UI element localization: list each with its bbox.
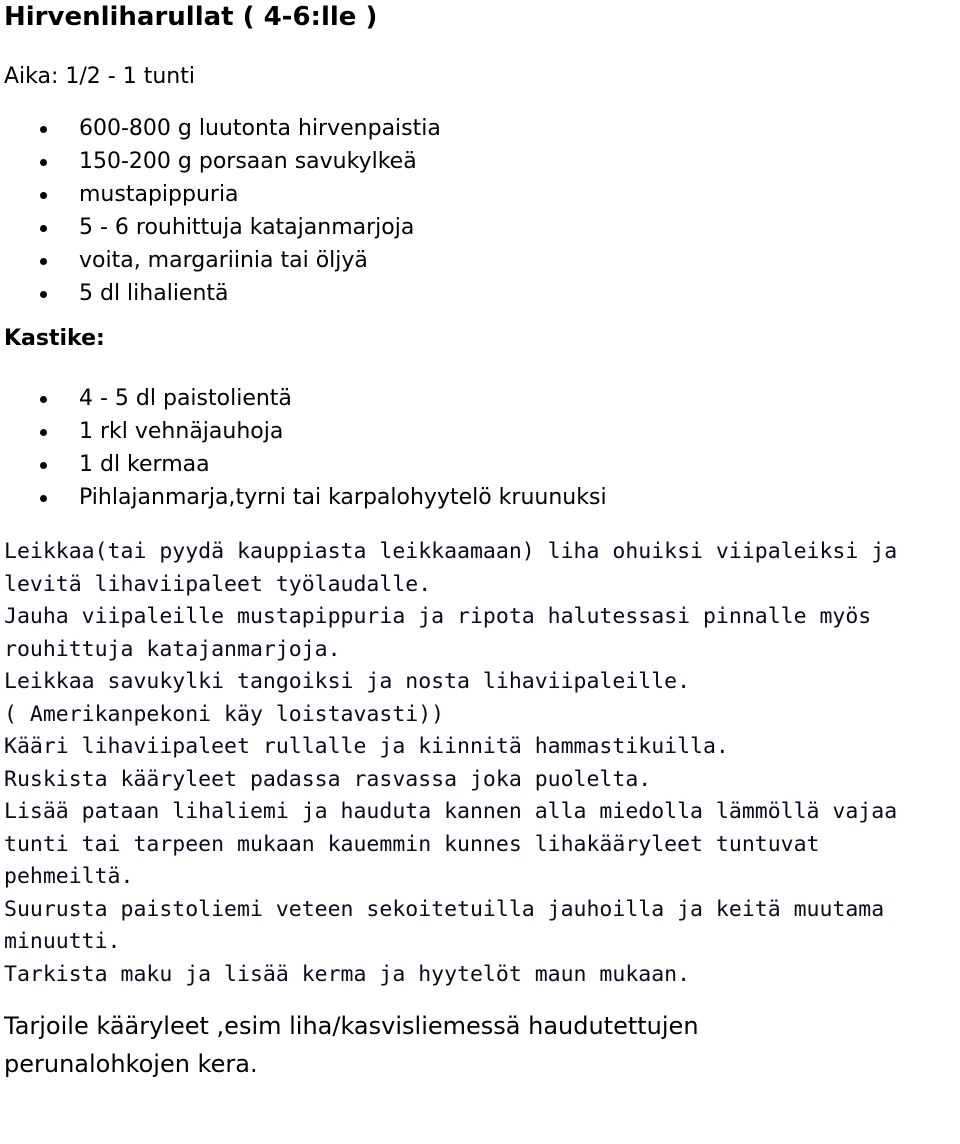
- bullet-icon: [40, 159, 47, 166]
- bullet-icon: [40, 462, 47, 469]
- bullet-icon: [40, 258, 47, 265]
- serving-line: Tarjoile kääryleet ,esim liha/kasvisliemessä haudutettujen: [4, 1012, 699, 1040]
- sauce-ingredient-text: 1 rkl vehnäjauhoja: [79, 419, 284, 444]
- instruction-line: minuutti.: [4, 929, 121, 954]
- sauce-ingredient-text: 1 dl kermaa: [79, 452, 210, 477]
- serving-suggestion: [4, 1007, 956, 1083]
- ingredient-text: 5 - 6 rouhittuja katajanmarjoja: [79, 215, 415, 240]
- ingredient-text: voita, margariinia tai öljyä: [79, 248, 368, 273]
- ingredient-item: [4, 112, 956, 145]
- instruction-line: tunti tai tarpeen mukaan kauemmin kunnes lihakääryleet tuntuvat: [4, 831, 820, 857]
- instruction-line: Jauha viipaleille mustapippuria ja ripota halutessasi pinnalle myös: [4, 604, 872, 629]
- recipe-title: Hirvenliharullat ( 4-6:lle ): [4, 2, 378, 32]
- bullet-icon: [40, 396, 47, 403]
- serving-line: perunalohkojen kera.: [4, 1050, 258, 1078]
- ingredient-item: [4, 178, 956, 211]
- bullet-icon: [40, 126, 47, 133]
- ingredient-text: 5 dl lihalientä: [79, 281, 229, 306]
- instruction-line: Suurusta paistoliemi veteen sekoitetuilla jauhoilla ja keitä muutama: [4, 896, 885, 922]
- instruction-line: Kääri lihaviipaleet rullalle ja kiinnitä hammastikuilla.: [4, 734, 729, 759]
- sauce-ingredient-item: [4, 382, 956, 415]
- sauce-ingredient-item: [4, 481, 956, 514]
- ingredient-item: [4, 211, 956, 244]
- bullet-icon: [40, 495, 47, 502]
- instruction-line: Lisää pataan lihaliemi ja hauduta kannen alla miedolla lämmöllä vajaa: [4, 799, 898, 824]
- instruction-line: Leikkaa(tai pyydä kauppiasta leikkaamaan) liha ohuiksi viipaleiksi ja: [4, 539, 898, 564]
- ingredient-text: 600-800 g luutonta hirvenpaistia: [79, 116, 441, 141]
- instruction-line: ( Amerikanpekoni käy loistavasti)): [4, 701, 445, 727]
- sauce-ingredient-item: [4, 415, 956, 448]
- bullet-icon: [40, 225, 47, 232]
- ingredient-item: [4, 244, 956, 277]
- instruction-line: levitä lihaviipaleet työlaudalle.: [4, 571, 432, 597]
- instructions: [4, 536, 956, 991]
- sauce-ingredient-text: Pihlajanmarja,tyrni tai karpalohyytelö kruunuksi: [79, 485, 607, 510]
- bullet-icon: [40, 291, 47, 298]
- instruction-line: Tarkista maku ja lisää kerma ja hyytelöt maun mukaan.: [4, 961, 691, 987]
- ingredient-text: 150-200 g porsaan savukylkeä: [79, 149, 417, 174]
- instruction-line: rouhittuja katajanmarjoja.: [4, 636, 341, 662]
- ingredient-item: [4, 277, 956, 310]
- ingredient-text: mustapippuria: [79, 182, 239, 207]
- ingredient-item: [4, 145, 956, 178]
- ingredient-list: [4, 112, 956, 310]
- instruction-line: Ruskista kääryleet padassa rasvassa joka puolelta.: [4, 766, 652, 792]
- sauce-ingredient-list: [4, 382, 956, 514]
- preparation-time: Aika: 1/2 - 1 tunti: [4, 64, 195, 89]
- bullet-icon: [40, 429, 47, 436]
- sauce-heading: Kastike:: [4, 326, 105, 351]
- bullet-icon: [40, 192, 47, 199]
- sauce-ingredient-text: 4 - 5 dl paistolientä: [79, 386, 292, 411]
- instruction-line: pehmeiltä.: [4, 864, 134, 889]
- sauce-ingredient-item: [4, 448, 956, 481]
- instruction-line: Leikkaa savukylki tangoiksi ja nosta lihaviipaleille.: [4, 669, 691, 694]
- recipe-document: [4, 0, 956, 1083]
